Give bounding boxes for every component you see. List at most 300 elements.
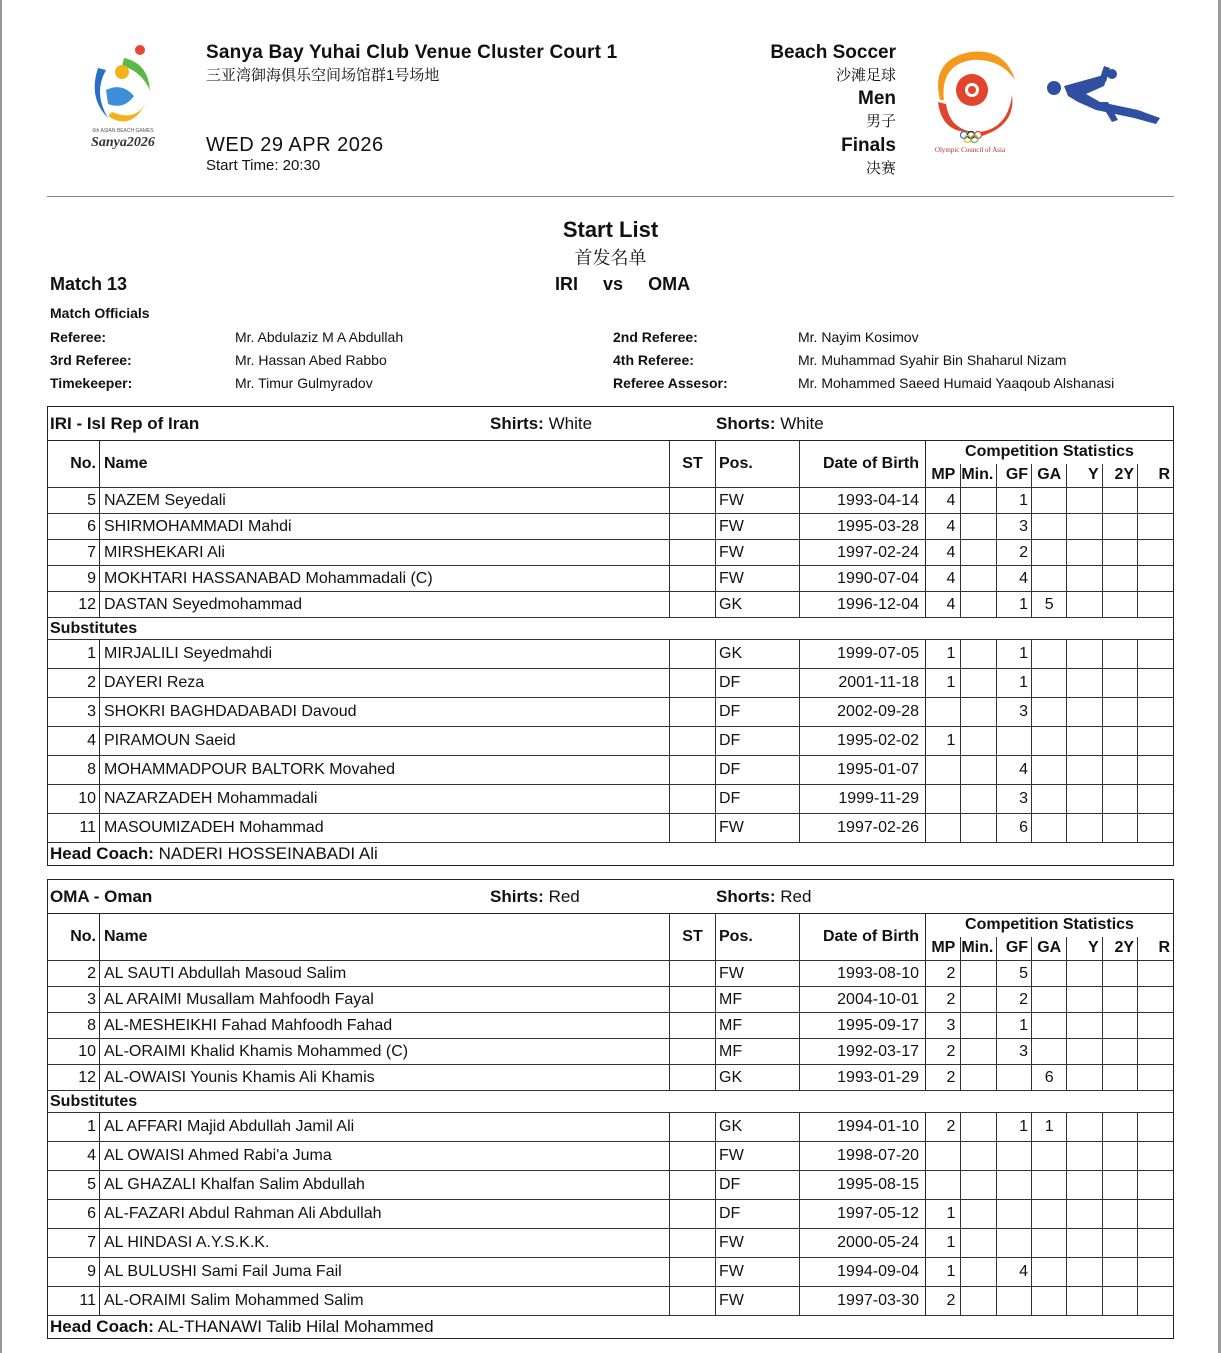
- player-name: MOKHTARI HASSANABAD Mohammadali (C): [100, 566, 670, 592]
- shorts-label: Shorts:: [716, 414, 776, 433]
- competition-statistics-header: Competition Statistics: [965, 443, 1134, 461]
- player-gf: 3: [996, 785, 1031, 814]
- player-y: [1067, 785, 1102, 814]
- team-table-iri: [47, 406, 1174, 866]
- substitutes-row: [48, 618, 1173, 640]
- col-header-r: R: [1138, 937, 1173, 961]
- player-r: [1138, 1113, 1173, 1142]
- player-r: [1138, 1258, 1173, 1287]
- player-y: [1067, 727, 1102, 756]
- player-no: 5: [48, 1171, 100, 1200]
- col-header-y2: 2Y: [1102, 937, 1137, 961]
- player-mp: 2: [926, 1113, 961, 1142]
- player-name: DAYERI Reza: [100, 669, 670, 698]
- player-gf: 4: [996, 756, 1031, 785]
- player-mp: 2: [926, 1287, 961, 1316]
- player-r: [1138, 727, 1173, 756]
- player-st: [670, 592, 716, 618]
- timekeeper-label: Timekeeper:: [50, 375, 133, 391]
- player-r: [1138, 566, 1173, 592]
- player-dob: 1995-02-02: [800, 727, 926, 756]
- shirts-color: White: [548, 414, 593, 433]
- event-phase: Finals: [841, 135, 896, 156]
- player-r: [1138, 1229, 1173, 1258]
- player-name: DASTAN Seyedmohammad: [100, 592, 670, 618]
- player-ga: [1032, 1039, 1067, 1065]
- player-dob: 1990-07-04: [800, 566, 926, 592]
- player-row: [48, 640, 1173, 669]
- player-st: [670, 1013, 716, 1039]
- col-header-pos: Pos.: [716, 441, 800, 488]
- match-teams: [555, 274, 710, 295]
- player-row: [48, 540, 1173, 566]
- player-name: NAZARZADEH Mohammadali: [100, 785, 670, 814]
- timekeeper-name: Mr. Timur Gulmyradov: [235, 375, 373, 391]
- player-pos: DF: [716, 1171, 800, 1200]
- player-y: [1067, 1287, 1102, 1316]
- player-no: 3: [48, 987, 100, 1013]
- substitutes-label: Substitutes: [48, 1091, 1173, 1113]
- player-r: [1138, 814, 1173, 843]
- player-ga: 1: [1032, 1113, 1067, 1142]
- player-pos: DF: [716, 1200, 800, 1229]
- player-dob: 1993-04-14: [800, 488, 926, 514]
- player-min: [961, 987, 996, 1013]
- player-dob: 1998-07-20: [800, 1142, 926, 1171]
- page-edge-left: [0, 0, 2, 1353]
- player-y: [1067, 514, 1102, 540]
- player-y: [1067, 1065, 1102, 1091]
- player-st: [670, 640, 716, 669]
- player-st: [670, 987, 716, 1013]
- player-ga: [1032, 514, 1067, 540]
- player-gf: [996, 1065, 1031, 1091]
- player-y2: [1102, 1065, 1137, 1091]
- player-st: [670, 1113, 716, 1142]
- player-gf: 4: [996, 566, 1031, 592]
- away-team-code: OMA: [648, 274, 691, 294]
- player-ga: 6: [1032, 1065, 1067, 1091]
- player-min: [961, 698, 996, 727]
- shirts-label: Shirts:: [490, 887, 544, 906]
- player-pos: DF: [716, 756, 800, 785]
- roster-table: [48, 441, 1173, 843]
- player-y2: [1102, 814, 1137, 843]
- col-header-y: Y: [1067, 937, 1102, 961]
- player-y2: [1102, 1142, 1137, 1171]
- player-y2: [1102, 566, 1137, 592]
- player-pos: DF: [716, 785, 800, 814]
- player-mp: [926, 785, 961, 814]
- head-coach: [48, 843, 1173, 865]
- player-pos: FW: [716, 1258, 800, 1287]
- player-row: [48, 1200, 1173, 1229]
- player-dob: 1996-12-04: [800, 592, 926, 618]
- player-mp: [926, 814, 961, 843]
- player-pos: MF: [716, 1013, 800, 1039]
- player-mp: 4: [926, 514, 961, 540]
- team-name: IRI - Isl Rep of Iran: [50, 414, 200, 433]
- col-header-gf: GF: [996, 937, 1031, 961]
- player-row: [48, 566, 1173, 592]
- page-title: Start List: [562, 217, 659, 242]
- shorts-label: Shorts:: [716, 887, 776, 906]
- player-min: [961, 592, 996, 618]
- player-mp: 2: [926, 961, 961, 987]
- player-y: [1067, 987, 1102, 1013]
- player-no: 11: [48, 814, 100, 843]
- player-y: [1067, 961, 1102, 987]
- player-ga: [1032, 1200, 1067, 1229]
- competition-statistics-header: Competition Statistics: [965, 916, 1134, 934]
- event-gender: Men: [858, 88, 896, 109]
- player-min: [961, 1200, 996, 1229]
- player-no: 12: [48, 592, 100, 618]
- player-gf: 1: [996, 1013, 1031, 1039]
- player-dob: 2000-05-24: [800, 1229, 926, 1258]
- col-header-st: ST: [670, 441, 716, 488]
- player-y: [1067, 1013, 1102, 1039]
- player-min: [961, 756, 996, 785]
- fourth-referee-name: Mr. Muhammad Syahir Bin Shaharul Nizam: [798, 352, 1067, 368]
- player-no: 10: [48, 785, 100, 814]
- player-y2: [1102, 1039, 1137, 1065]
- player-mp: 3: [926, 1013, 961, 1039]
- player-r: [1138, 640, 1173, 669]
- player-no: 10: [48, 1039, 100, 1065]
- player-pos: GK: [716, 640, 800, 669]
- games-logo-text: 6th ASIAN BEACH GAMES: [92, 128, 154, 134]
- player-pos: FW: [716, 961, 800, 987]
- player-mp: 4: [926, 566, 961, 592]
- player-no: 9: [48, 566, 100, 592]
- player-name: AL-ORAIMI Salim Mohammed Salim: [100, 1287, 670, 1316]
- player-gf: 3: [996, 1039, 1031, 1065]
- player-row: [48, 669, 1173, 698]
- player-st: [670, 488, 716, 514]
- player-st: [670, 1142, 716, 1171]
- player-r: [1138, 1013, 1173, 1039]
- player-min: [961, 1113, 996, 1142]
- player-name: SHOKRI BAGHDADABADI Davoud: [100, 698, 670, 727]
- player-no: 5: [48, 488, 100, 514]
- games-logo-name: Sanya2026: [91, 135, 155, 150]
- fourth-referee-label: 4th Referee:: [613, 352, 694, 368]
- second-referee-label: 2nd Referee:: [613, 329, 698, 345]
- player-y2: [1102, 727, 1137, 756]
- player-y2: [1102, 1287, 1137, 1316]
- player-r: [1138, 1065, 1173, 1091]
- player-gf: 1: [996, 1113, 1031, 1142]
- player-name: MASOUMIZADEH Mohammad: [100, 814, 670, 843]
- player-y2: [1102, 488, 1137, 514]
- column-header-row: [48, 441, 1173, 464]
- player-row: [48, 961, 1173, 987]
- player-r: [1138, 1200, 1173, 1229]
- team-table-oma: [47, 879, 1174, 1339]
- player-mp: 2: [926, 1039, 961, 1065]
- referee-label: Referee:: [50, 329, 107, 345]
- player-st: [670, 727, 716, 756]
- player-r: [1138, 698, 1173, 727]
- player-ga: [1032, 1013, 1067, 1039]
- player-st: [670, 814, 716, 843]
- head-coach-name: AL-THANAWI Talib Hilal Mohammed: [157, 1317, 434, 1336]
- player-gf: [996, 1171, 1031, 1200]
- roster-table: [48, 914, 1173, 1316]
- third-referee-label: 3rd Referee:: [50, 352, 132, 368]
- player-pos: FW: [716, 488, 800, 514]
- venue-title: Sanya Bay Yuhai Club Venue Cluster Court 1: [206, 42, 618, 63]
- player-row: [48, 785, 1173, 814]
- player-st: [670, 1258, 716, 1287]
- player-pos: DF: [716, 698, 800, 727]
- third-referee-name: Mr. Hassan Abed Rabbo: [235, 352, 387, 368]
- player-dob: 1997-02-24: [800, 540, 926, 566]
- player-row: [48, 987, 1173, 1013]
- player-y2: [1102, 1200, 1137, 1229]
- player-st: [670, 1171, 716, 1200]
- player-min: [961, 1142, 996, 1171]
- player-min: [961, 640, 996, 669]
- beach-soccer-pictogram-icon: [1042, 66, 1164, 126]
- player-row: [48, 1287, 1173, 1316]
- player-st: [670, 756, 716, 785]
- player-mp: [926, 756, 961, 785]
- player-mp: 1: [926, 669, 961, 698]
- vs-label: vs: [603, 274, 624, 294]
- player-gf: 2: [996, 540, 1031, 566]
- col-header-y: Y: [1067, 464, 1102, 488]
- player-min: [961, 488, 996, 514]
- player-no: 1: [48, 1113, 100, 1142]
- player-row: [48, 756, 1173, 785]
- player-min: [961, 1258, 996, 1287]
- player-row: [48, 1229, 1173, 1258]
- col-header-ga: GA: [1032, 464, 1067, 488]
- player-r: [1138, 785, 1173, 814]
- substitutes-label: Substitutes: [48, 618, 1173, 640]
- player-ga: [1032, 756, 1067, 785]
- player-min: [961, 1013, 996, 1039]
- player-dob: 1994-09-04: [800, 1258, 926, 1287]
- player-dob: 1997-03-30: [800, 1287, 926, 1316]
- player-row: [48, 1258, 1173, 1287]
- player-no: 2: [48, 961, 100, 987]
- head-coach-name: NADERI HOSSEINABADI Ali: [158, 844, 378, 863]
- player-pos: DF: [716, 669, 800, 698]
- shorts-info: [716, 887, 811, 907]
- team-name: OMA - Oman: [50, 887, 153, 906]
- player-pos: FW: [716, 1142, 800, 1171]
- player-row: [48, 1039, 1173, 1065]
- player-no: 8: [48, 1013, 100, 1039]
- player-name: AL HINDASI A.Y.S.K.K.: [100, 1229, 670, 1258]
- player-row: [48, 514, 1173, 540]
- col-header-dob: Date of Birth: [800, 441, 926, 488]
- player-ga: [1032, 727, 1067, 756]
- player-mp: 1: [926, 640, 961, 669]
- player-name: AL OWAISI Ahmed Rabi'a Juma: [100, 1142, 670, 1171]
- col-header-r: R: [1138, 464, 1173, 488]
- player-gf: 4: [996, 1258, 1031, 1287]
- shorts-color: Red: [780, 887, 812, 906]
- player-ga: [1032, 1229, 1067, 1258]
- col-header-mp: MP: [926, 464, 961, 488]
- player-st: [670, 514, 716, 540]
- player-r: [1138, 1287, 1173, 1316]
- player-y2: [1102, 698, 1137, 727]
- player-pos: FW: [716, 814, 800, 843]
- player-ga: [1032, 987, 1067, 1013]
- player-name: AL GHAZALI Khalfan Salim Abdullah: [100, 1171, 670, 1200]
- venue-title-zh: 三亚湾御海俱乐空间场馆群1号场地: [206, 67, 440, 84]
- event-gender-zh: 男子: [865, 113, 896, 130]
- player-row: [48, 488, 1173, 514]
- player-name: SHIRMOHAMMADI Mahdi: [100, 514, 670, 540]
- player-min: [961, 669, 996, 698]
- player-y: [1067, 1229, 1102, 1258]
- player-gf: 1: [996, 592, 1031, 618]
- shirts-color: Red: [548, 887, 580, 906]
- player-mp: 2: [926, 1065, 961, 1091]
- player-y: [1067, 1200, 1102, 1229]
- player-dob: 1994-01-10: [800, 1113, 926, 1142]
- player-y2: [1102, 514, 1137, 540]
- player-no: 2: [48, 669, 100, 698]
- player-no: 7: [48, 540, 100, 566]
- player-pos: FW: [716, 514, 800, 540]
- shirts-label: Shirts:: [490, 414, 544, 433]
- player-y2: [1102, 1171, 1137, 1200]
- player-no: 7: [48, 1229, 100, 1258]
- shirts-info: [490, 414, 592, 434]
- player-dob: 2004-10-01: [800, 987, 926, 1013]
- shorts-info: [716, 414, 824, 434]
- col-header-min: Min.: [961, 937, 996, 961]
- player-ga: [1032, 566, 1067, 592]
- player-y2: [1102, 987, 1137, 1013]
- player-row: [48, 592, 1173, 618]
- officials-heading: Match Officials: [50, 305, 150, 321]
- col-header-min: Min.: [961, 464, 996, 488]
- player-dob: 1995-01-07: [800, 756, 926, 785]
- player-dob: 1993-01-29: [800, 1065, 926, 1091]
- player-pos: FW: [716, 1229, 800, 1258]
- player-pos: MF: [716, 987, 800, 1013]
- player-no: 11: [48, 1287, 100, 1316]
- player-ga: [1032, 698, 1067, 727]
- player-min: [961, 514, 996, 540]
- player-row: [48, 698, 1173, 727]
- player-ga: [1032, 1287, 1067, 1316]
- player-name: AL AFFARI Majid Abdullah Jamil Ali: [100, 1113, 670, 1142]
- player-dob: 1997-02-26: [800, 814, 926, 843]
- player-mp: [926, 1171, 961, 1200]
- player-y2: [1102, 785, 1137, 814]
- player-min: [961, 1287, 996, 1316]
- player-min: [961, 1171, 996, 1200]
- player-name: MIRSHEKARI Ali: [100, 540, 670, 566]
- player-name: MIRJALILI Seyedmahdi: [100, 640, 670, 669]
- player-y2: [1102, 1013, 1137, 1039]
- player-dob: 1995-08-15: [800, 1171, 926, 1200]
- player-pos: GK: [716, 592, 800, 618]
- substitutes-row: [48, 1091, 1173, 1113]
- player-r: [1138, 1142, 1173, 1171]
- player-dob: 1997-05-12: [800, 1200, 926, 1229]
- player-min: [961, 1229, 996, 1258]
- player-no: 6: [48, 1200, 100, 1229]
- player-y2: [1102, 1258, 1137, 1287]
- head-coach-label: Head Coach:: [50, 1317, 154, 1336]
- player-gf: 5: [996, 961, 1031, 987]
- player-y2: [1102, 1229, 1137, 1258]
- player-st: [670, 1065, 716, 1091]
- player-row: [48, 1113, 1173, 1142]
- player-y: [1067, 756, 1102, 785]
- player-y: [1067, 698, 1102, 727]
- col-header-no: No.: [48, 914, 100, 961]
- player-pos: MF: [716, 1039, 800, 1065]
- player-name: AL-OWAISI Younis Khamis Ali Khamis: [100, 1065, 670, 1091]
- player-r: [1138, 669, 1173, 698]
- player-y: [1067, 1258, 1102, 1287]
- player-pos: FW: [716, 1287, 800, 1316]
- player-no: 1: [48, 640, 100, 669]
- player-dob: 1993-08-10: [800, 961, 926, 987]
- player-y2: [1102, 756, 1137, 785]
- player-ga: [1032, 814, 1067, 843]
- player-dob: 2002-09-28: [800, 698, 926, 727]
- player-no: 12: [48, 1065, 100, 1091]
- player-y: [1067, 592, 1102, 618]
- player-r: [1138, 592, 1173, 618]
- player-ga: [1032, 640, 1067, 669]
- player-name: NAZEM Seyedali: [100, 488, 670, 514]
- player-name: PIRAMOUN Saeid: [100, 727, 670, 756]
- col-header-name: Name: [100, 441, 670, 488]
- player-ga: [1032, 669, 1067, 698]
- player-row: [48, 1171, 1173, 1200]
- col-header-name: Name: [100, 914, 670, 961]
- player-y2: [1102, 1113, 1137, 1142]
- player-gf: [996, 1229, 1031, 1258]
- second-referee-name: Mr. Nayim Kosimov: [798, 329, 919, 345]
- player-mp: [926, 1142, 961, 1171]
- player-min: [961, 1039, 996, 1065]
- player-gf: [996, 1142, 1031, 1171]
- player-r: [1138, 1039, 1173, 1065]
- event-phase-zh: 决赛: [865, 160, 896, 177]
- player-min: [961, 814, 996, 843]
- col-header-gf: GF: [996, 464, 1031, 488]
- player-y2: [1102, 640, 1137, 669]
- col-header-ga: GA: [1032, 937, 1067, 961]
- player-row: [48, 1142, 1173, 1171]
- match-date: WED 29 APR 2026: [206, 134, 384, 156]
- player-row: [48, 1065, 1173, 1091]
- player-st: [670, 698, 716, 727]
- page-title-zh: 首发名单: [574, 248, 647, 268]
- player-no: 3: [48, 698, 100, 727]
- player-gf: 2: [996, 987, 1031, 1013]
- player-mp: [926, 698, 961, 727]
- home-team-code: IRI: [555, 274, 579, 294]
- column-header-row: [48, 914, 1173, 937]
- player-ga: [1032, 961, 1067, 987]
- player-min: [961, 566, 996, 592]
